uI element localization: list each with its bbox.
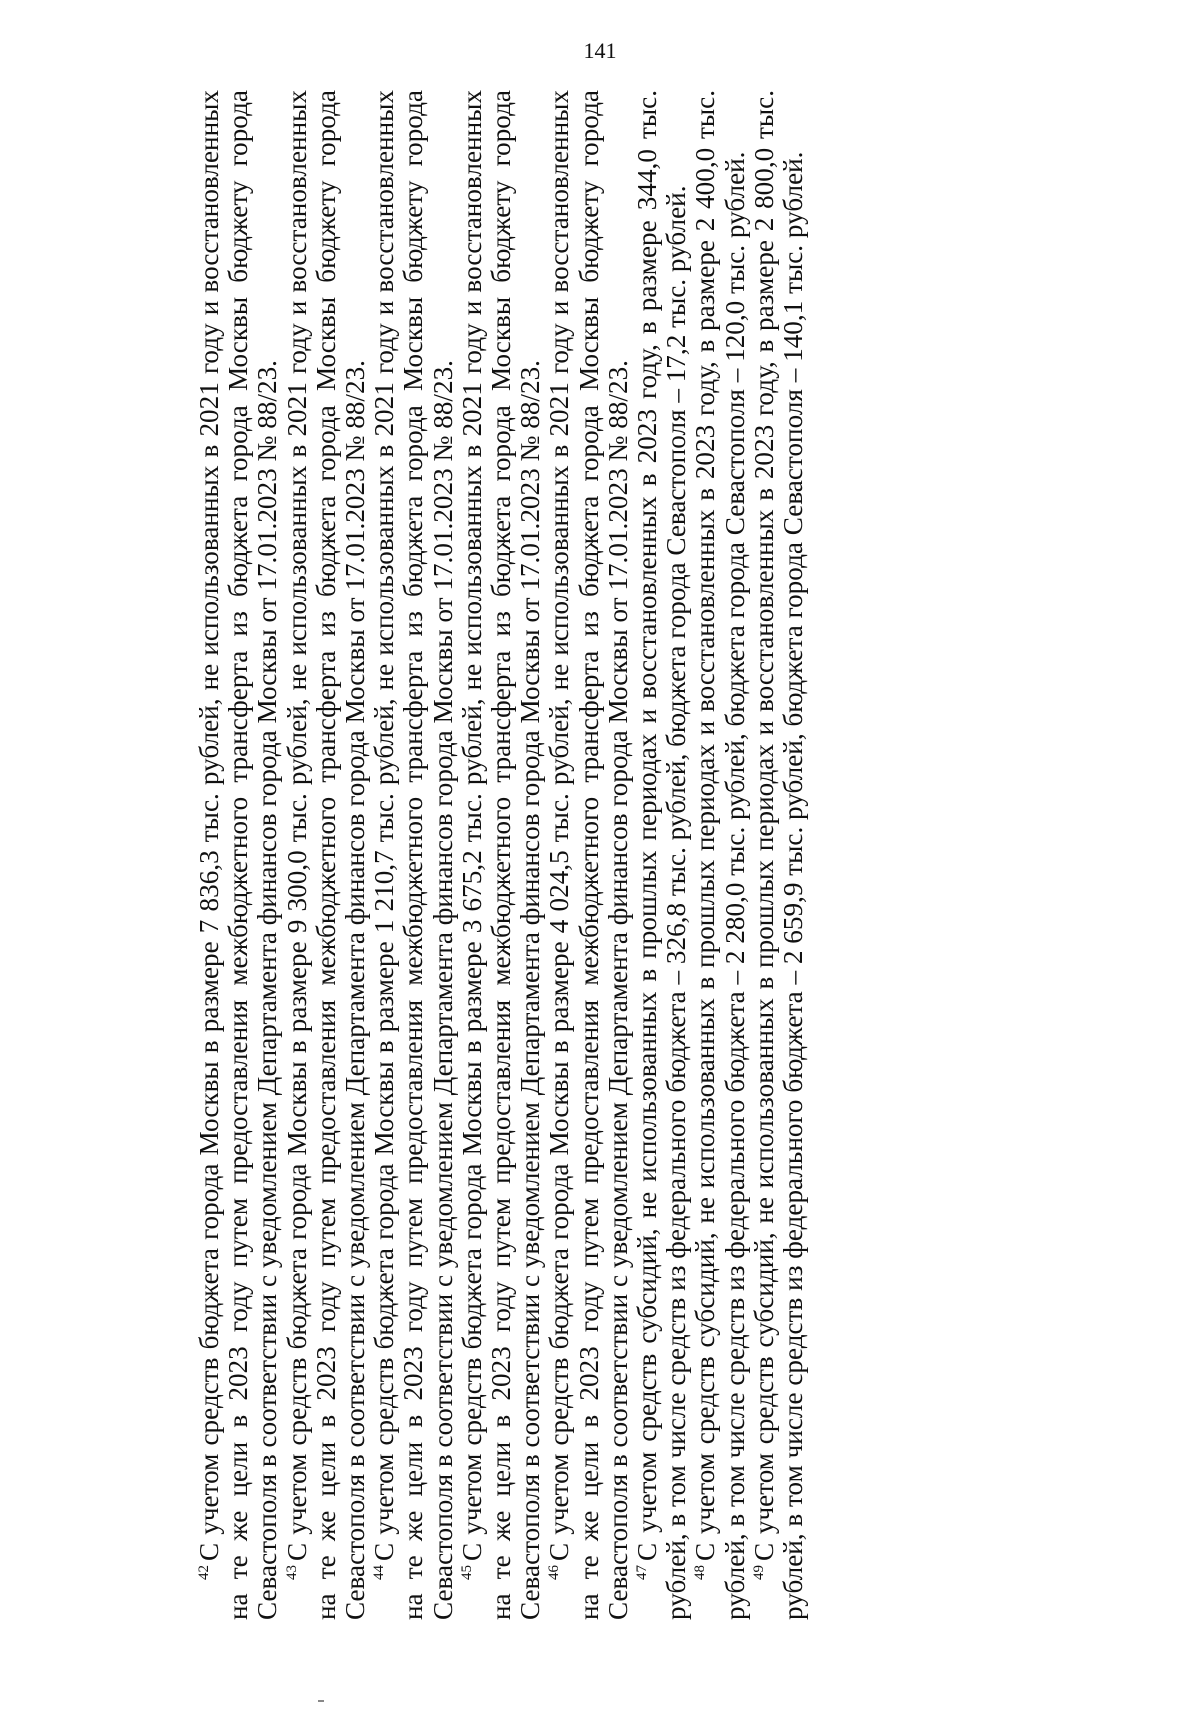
footnote-text: С учетом средств бюджета города Москвы в размере 3 675,2 тыс. рублей, не использованных в 2021 году и восстановленных на те же цели в 2023 году путем предоставления межбюджетного трансферта из бюджета города Москвы бюджету города Севастополя в соответствии с уведомлением Департамента финансов города Москвы от 17.01.2023 № 88/23. [456,90,546,1620]
footnote-marker: 47 [633,1565,650,1580]
footnote-marker: 43 [283,1565,300,1580]
footnote-text: С учетом средств субсидий, не использованных в прошлых периодах и восстановленных в 2023 году, в размере 344,0 тыс. рублей, в том числе средств из федерального бюджета – 326,8 тыс. рублей, бюджета города Севастополя – 17,2 тыс. рублей. [632,90,692,1620]
footnote-text: С учетом средств бюджета города Москвы в размере 9 300,0 тыс. рублей, не использованных в 2021 году и восстановленных на те же цели в 2023 году путем предоставления межбюджетного трансферта из бюджета города Москвы бюджету города Севастополя в соответствии с уведомлением Департамента финансов города Москвы от 17.01.2023 № 88/23. [281,90,371,1620]
footnote-text: С учетом средств бюджета города Москвы в размере 4 024,5 тыс. рублей, не использованных в 2021 году и восстановленных на те же цели в 2023 году путем предоставления межбюджетного трансферта из бюджета города Москвы бюджету города Севастополя в соответствии с уведомлением Департамента финансов города Москвы от 17.01.2023 № 88/23. [544,90,633,1620]
footnote-48 [691,90,749,1620]
footnote-marker: 49 [750,1565,767,1580]
page-number: 141 [583,38,617,63]
footnote-45 [458,90,546,1620]
footnote-42 [195,90,283,1620]
footnote-marker: 48 [692,1565,709,1580]
footnote-text: С учетом средств субсидий, не использованных в прошлых периодах и восстановленных в 2023 году, в размере 2 800,0 тыс. рублей, в том числе средств из федерального бюджета – 2 659,9 тыс. рублей, бюджета города Севастополя – 140,1 тыс. рублей. [748,90,809,1620]
scan-artifact [318,1700,324,1702]
footnote-text: С учетом средств субсидий, не использованных в прошлых периодах и восстановленных в 2023 году, в размере 2 400,0 тыс. рублей, в том числе средств из федерального бюджета – 2 280,0 тыс. рублей, бюджета города Севастополя – 120,0 тыс. рублей. [690,90,750,1620]
footnote-marker: 45 [458,1565,475,1580]
footnote-marker: 42 [195,1565,212,1580]
footnotes-block [195,90,808,1620]
footnote-46 [545,90,633,1620]
footnote-text: С учетом средств бюджета города Москвы в размере 7 836,3 тыс. рублей, не использованных в 2021 году и восстановленных на те же цели в 2023 году путем предоставления межбюджетного трансферта из бюджета города Москвы бюджету города Севастополя в соответствии с уведомлением Департамента финансов города Москвы от 17.01.2023 № 88/23. [194,90,283,1620]
footnote-text: С учетом средств бюджета города Москвы в размере 1 210,7 тыс. рублей, не использованных в 2021 году и восстановленных на те же цели в 2023 году путем предоставления межбюджетного трансферта из бюджета города Москвы бюджету города Севастополя в соответствии с уведомлением Департамента финансов города Москвы от 17.01.2023 № 88/23. [369,90,458,1620]
footnote-44 [370,90,458,1620]
footnote-marker: 46 [546,1565,563,1580]
footnote-43 [283,90,371,1620]
footnote-marker: 44 [371,1565,388,1580]
footnote-47 [633,90,691,1620]
footnote-49 [750,90,808,1620]
